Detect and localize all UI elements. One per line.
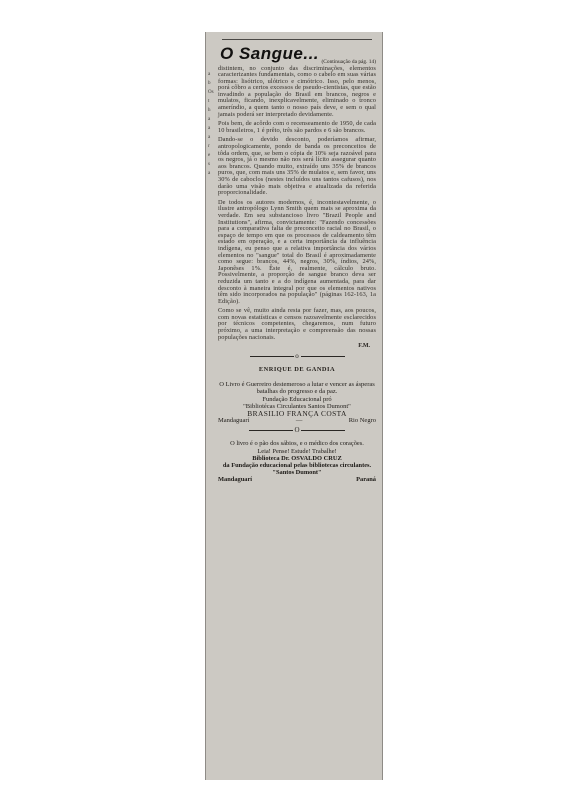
- library-city-dash: —: [295, 417, 303, 425]
- separator-mark: o: [295, 352, 299, 361]
- library-org-name: "Bibliotécas Circulantes Santos Dumont": [243, 402, 351, 410]
- top-rule: [222, 39, 372, 40]
- gutter-mark: Os: [208, 90, 214, 95]
- separator-line-right: [301, 356, 345, 357]
- library-person-name: BRASILIO FRANÇA COSTA: [247, 409, 347, 419]
- article-headline: O Sangue...: [220, 44, 320, 63]
- gutter-mark: r: [208, 144, 210, 149]
- paragraph-4: De todos os autores modernos, é, incontestavelmente, o ilustre antropólogo Lynn Smith quem mais se aproxima da verdade. Em seu substancioso livro "Brazil People and Institutions", afirma, convictamente: "Fazendo concessões para a comparativa falta de preconceito racial no Brasil, o espaço de tempo em que os processos de caldeamento têm estado em operação, e a certa importância da influência indígena, eu penso que a relativa importância dos vários elementos no "sangue" total do Brasil é aproximadamente como segue: brancos, 44%, negros, 30%, índios, 24%, Japonêses 1%. Êste é, realmente, cálculo bruto. Possivelmente, a proporção de sangue branco deva ser reduzida um tanto e a do indígena aumentada, para dar desconto à maneira integral por que os elementos nativos têm sido incorporados na população" (páginas 162-163, 1a Edição).: [218, 198, 376, 305]
- separator-1: [218, 352, 376, 360]
- library-city-right: Rio Negro: [348, 417, 376, 425]
- gutter-mark: a: [208, 171, 211, 176]
- library-city-row: [218, 417, 376, 424]
- article-column: [218, 44, 376, 483]
- separator-mark: O: [294, 426, 300, 435]
- newspaper-clipping: [205, 32, 383, 780]
- library-org: Fundação Educacional pró: [262, 395, 332, 403]
- library2-line1: Biblioteca Dr. OSVALDO CRUZ: [252, 454, 342, 462]
- separator-line-left: [249, 430, 293, 431]
- paragraph-3: Dando-se o devido desconto, poderíamos afirmar, antropologicamente, pondo de banda os preconceitos de tôda ordem, que, se bem o cópia de 10% seja razoável para os negros, já o mesmo não nos será lícito assegurar quanto aos brancos. Quando muito, extraído uns 35% de brancos puros, que, com mais uns 35% de mulatos e, sem favor, uns 30% de caboclos (nestes incluídos uns tantos cafusos), nos darão uma visão mais objetiva e atualizada da referida proporcionalidade.: [218, 136, 376, 197]
- gutter-mark: a: [208, 126, 211, 131]
- gutter-mark: a: [208, 117, 211, 122]
- library2-city-row: [218, 476, 376, 483]
- gutter-mark: a: [208, 135, 211, 140]
- separator-2: [218, 426, 376, 434]
- gutter-mark: s: [208, 162, 210, 167]
- paragraph-2: Pois bem, de acôrdo com o recenseamento de 1950, de cada 10 brasileiros, 1 é prêto, três são pardos e 6 são brancos.: [218, 120, 376, 134]
- library2-line2: da Fundação educacional pelas bibliotecas circulantes. "Santos Dumont": [222, 461, 372, 476]
- library2-city-left: Mandaguarí: [218, 475, 253, 483]
- continuation-note: (Continuação da pág. 14): [321, 59, 376, 65]
- left-gutter-marks: [208, 70, 216, 178]
- paragraph-5: Como se vê, muito ainda resta por fazer, mas, aos poucos, com novas estatísticas e censos razoavelmente esclarecidos por técnicos competentes, chegaremos, num futuro próximo, a uma interpretação e compreensão das nossas populações nacionais.: [218, 307, 376, 341]
- gutter-mark: t: [208, 99, 210, 104]
- library-quote: O Livro é Guerreiro destemeroso a lutar e vencer as ásperas batalhas do progresso e da paz.: [219, 381, 375, 396]
- byline: ENRIQUE DE GANDIA: [258, 366, 336, 374]
- gutter-mark: h: [208, 108, 211, 113]
- gutter-mark: e: [208, 153, 211, 158]
- separator-line-left: [250, 356, 294, 357]
- library-city-left: Mandaguarí: [218, 417, 250, 425]
- library2-city-right: Paraná: [356, 475, 376, 483]
- library-notice-1: [218, 381, 376, 424]
- separator-line-right: [301, 430, 345, 431]
- article-signature: F.M.: [358, 343, 370, 350]
- gutter-mark: b: [208, 81, 211, 86]
- paragraph-1: distintem, no conjunto das discriminações, elementos caracterizantes fundamentais, como o cabelo em suas várias formas: lisótrico, ulótrico e cimótrico. Isso, pelo menos, porá côbro a certos excessos de pseudo-cientistas, que estão invadindo a população do Brasil em brancos, negros e mulatos, ficando, inexplicavelmente, eliminado o tronco ameríndio, a quem tanto o nosso país deve, e sem o qual jamais poderá ser interpretado devidamente.: [218, 64, 376, 118]
- library2-motto: Leia! Pense! Estude! Trabalhe!: [257, 447, 337, 455]
- gutter-mark: a: [208, 72, 211, 77]
- library2-quote: O livro é o pão dos sábios, e o médico dos corações.: [230, 440, 364, 448]
- library-notice-2: [218, 440, 376, 483]
